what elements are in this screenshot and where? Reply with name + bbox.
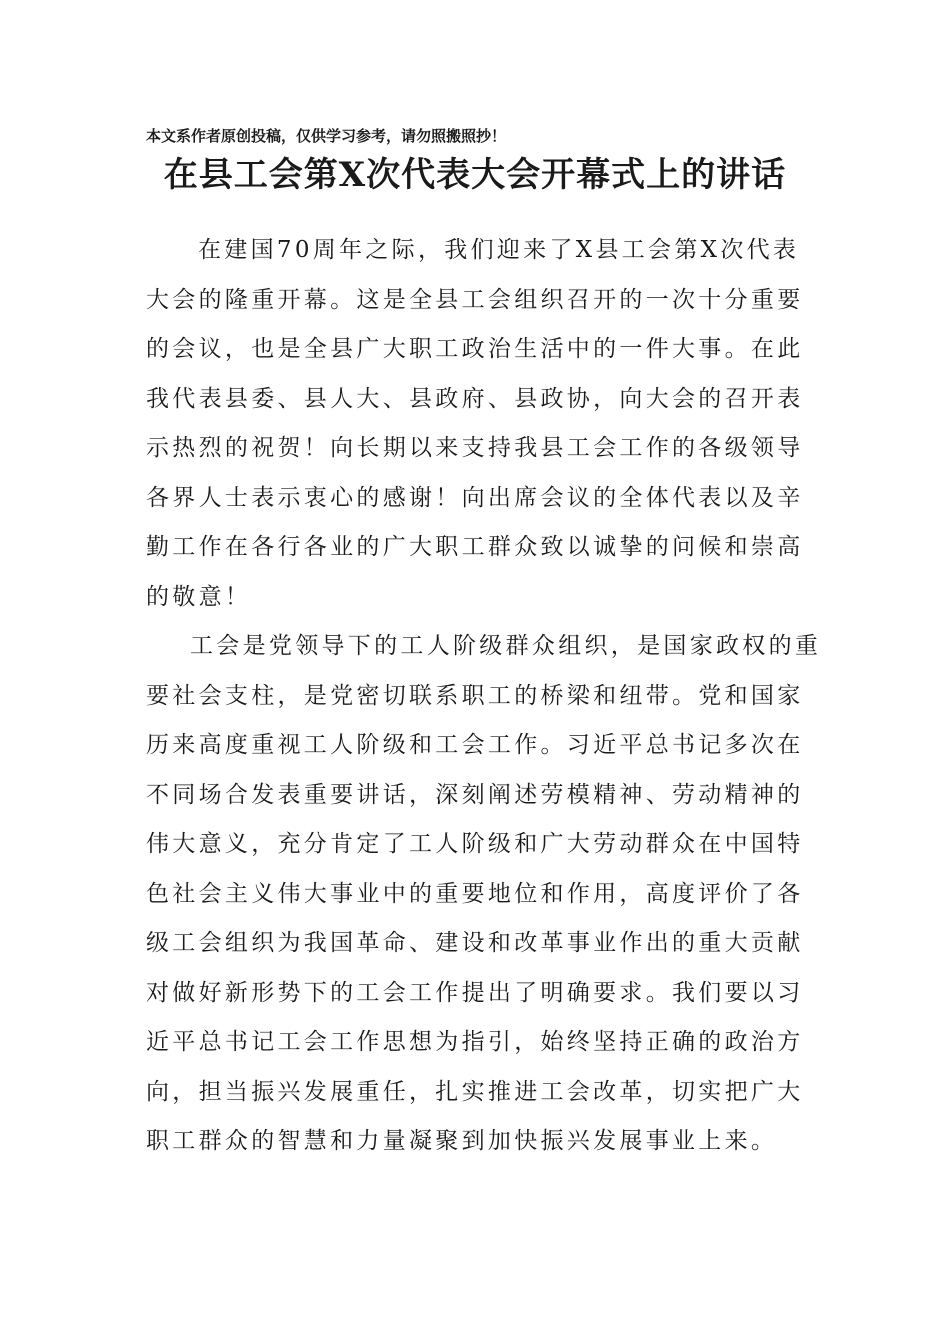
paragraph-line: 对做好新形势下的工会工作提出了明确要求。我们要以习: [146, 979, 804, 1006]
paragraph-line: 的敬意！: [146, 583, 252, 610]
paragraph-line: 不同场合发表重要讲话，深刻阐述劳模精神、劳动精神的: [146, 781, 804, 808]
paragraph-1: [146, 226, 806, 622]
paragraph-line: 各界人士表示衷心的感谢！向出席会议的全体代表以及辛: [146, 484, 804, 511]
paragraph-line: 历来高度重视工人阶级和工会工作。习近平总书记多次在: [146, 732, 804, 758]
paragraph-line: 要社会支柱，是党密切联系职工的桥梁和纽带。党和国家: [146, 682, 804, 709]
paragraph-line: 向，担当振兴发展重任，扎实推进工会改革，切实把广大: [146, 1078, 804, 1105]
paragraph-line: 大会的隆重开幕。这是全县工会组织召开的一次十分重要: [146, 286, 804, 313]
paragraph-line: 职工群众的智慧和力量凝聚到加快振兴发展事业上来。: [146, 1128, 778, 1154]
paragraph-line: 的会议，也是全县广大职工政治生活中的一件大事。在此: [146, 336, 804, 362]
document-body: [146, 226, 822, 1167]
paragraph-line: 示热烈的祝贺！向长期以来支持我县工会工作的各级领导: [146, 435, 804, 461]
paragraph-line: 近平总书记工会工作思想为指引，始终坚持正确的政治方: [146, 1029, 804, 1055]
paragraph-line: 工会是党领导下的工人阶级群众组织，是国家政权的重: [190, 633, 822, 659]
document-title: 在县工会第Ⅹ次代表大会开幕式上的讲话: [163, 155, 787, 195]
copyright-notice: 本文系作者原创投稿，仅供学习参考，请勿照搬照抄！: [146, 127, 507, 145]
paragraph-line: 我代表县委、县人大、县政府、县政协，向大会的召开表: [146, 385, 804, 412]
paragraph-2: [146, 622, 822, 1167]
paragraph-line: 在建国70周年之际，我们迎来了Ⅹ县工会第Ⅹ次代表: [198, 237, 800, 263]
paragraph-line: 伟大意义，充分肯定了工人阶级和广大劳动群众在中国特: [146, 831, 804, 857]
paragraph-line: 勤工作在各行各业的广大职工群众致以诚挚的问候和崇高: [146, 534, 804, 560]
paragraph-line: 色社会主义伟大事业中的重要地位和作用，高度评价了各: [146, 880, 804, 907]
paragraph-line: 级工会组织为我国革命、建设和改革事业作出的重大贡献: [146, 930, 804, 956]
